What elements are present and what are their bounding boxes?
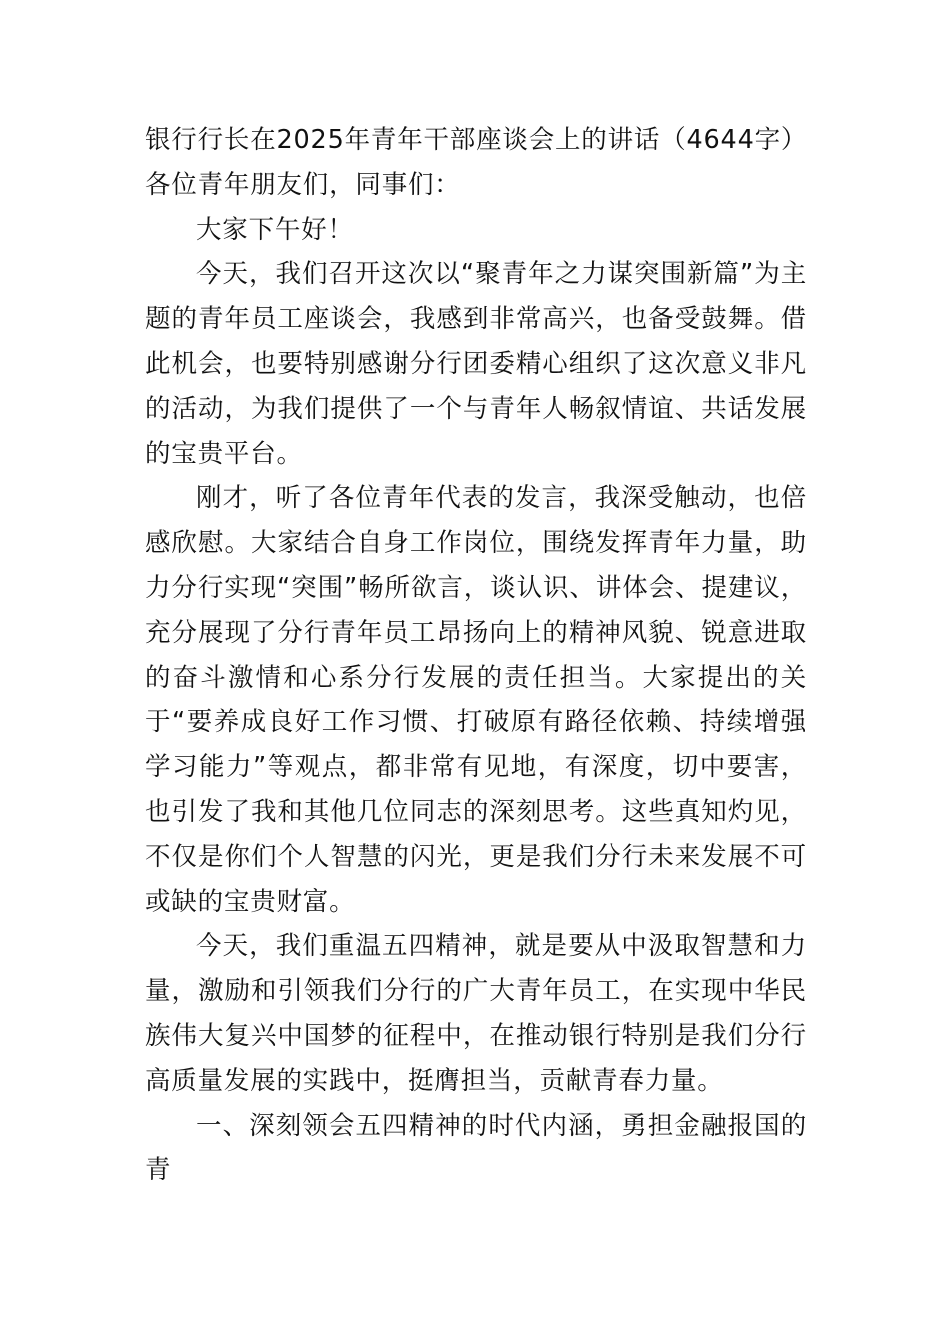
document-title: 银行行长在2025年青年干部座谈会上的讲话（4644字） <box>145 125 808 155</box>
document-body <box>145 118 807 1193</box>
paragraph-opening: 今天，我们召开这次以“聚青年之力谋突围新篇”为主题的青年员工座谈会，我感到非常高兴，也备受鼓舞。借此机会，也要特别感谢分行团委精心组织了这次意义非凡的活动，为我们提供了一个与青年人畅叙情谊、共话发展的宝贵平台。 <box>145 259 807 469</box>
paragraph-feedback: 刚才，听了各位青年代表的发言，我深受触动，也倍感欣慰。大家结合自身工作岗位，围绕发挥青年力量，助力分行实现“突围”畅所欲言，谈认识、讲体会、提建议，充分展现了分行青年员工昂扬向上的精神风貌、锐意进取的奋斗激情和心系分行发展的责任担当。大家提出的关于“要养成良好工作习惯、打破原有路径依赖、持续增强学习能力”等观点，都非常有见地，有深度，切中要害，也引发了我和其他几位同志的深刻思考。这些真知灼见，不仅是你们个人智慧的闪光，更是我们分行未来发展不可或缺的宝贵财富。 <box>145 483 807 917</box>
salutation: 各位青年朋友们，同事们： <box>145 169 461 200</box>
greeting: 大家下午好！ <box>196 214 354 245</box>
section-heading: 一、深刻领会五四精神的时代内涵，勇担金融报国的青 <box>145 1110 807 1186</box>
paragraph-may-fourth: 今天，我们重温五四精神，就是要从中汲取智慧和力量，激励和引领我们分行的广大青年员工，在实现中华民族伟大复兴中国梦的征程中，在推动银行特别是我们分行高质量发展的实践中，挺膺担当，贡献青春力量。 <box>145 931 807 1096</box>
